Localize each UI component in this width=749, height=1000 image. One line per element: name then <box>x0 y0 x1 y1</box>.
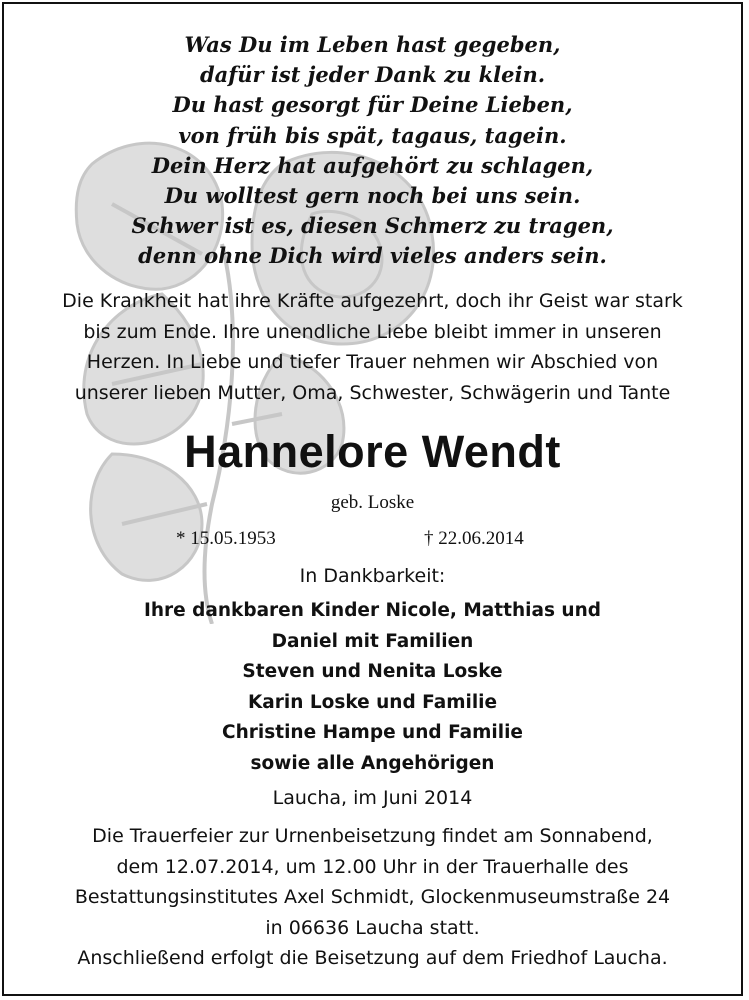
poem-line: Schwer ist es, diesen Schmerz zu tragen, <box>131 213 614 239</box>
mourners-list <box>4 596 741 779</box>
details-line: Die Trauerfeier zur Urnenbeisetzung findet am Sonnabend, <box>92 825 653 847</box>
mourner-line: Christine Hampe und Familie <box>222 722 523 743</box>
details-line: Anschließend erfolgt die Beisetzung auf dem Friedhof Laucha. <box>77 947 668 969</box>
place-date: Laucha, im Juni 2014 <box>272 787 473 809</box>
intro-line: Herzen. In Liebe und tiefer Trauer nehmen wir Abschied von <box>86 351 659 373</box>
poem-line: dafür ist jeder Dank zu klein. <box>199 62 546 88</box>
poem-line: Was Du im Leben hast gegeben, <box>184 32 561 57</box>
poem <box>4 30 741 272</box>
poem-line: von früh bis spät, tagaus, tagein. <box>178 122 567 148</box>
poem-line: denn ohne Dich wird vieles anders sein. <box>138 243 607 269</box>
obituary-card <box>2 2 743 996</box>
details-line: Bestattungsinstitutes Axel Schmidt, Glockenmuseumstraße 24 <box>74 886 671 908</box>
poem-line: Du hast gesorgt für Deine Lieben, <box>172 92 573 118</box>
poem-line: Du wolltest gern noch bei uns sein. <box>164 183 581 209</box>
funeral-details <box>4 821 741 974</box>
mourner-line: Karin Loske und Familie <box>247 691 498 713</box>
intro-line: unserer lieben Mutter, Oma, Schwester, Schwägerin und Tante <box>74 381 671 404</box>
mourner-line: Steven und Nenita Loske <box>242 661 503 682</box>
thanks-heading: In Dankbarkeit: <box>299 565 446 587</box>
maiden-name: geb. Loske <box>330 492 415 513</box>
details-line: in 06636 Laucha statt. <box>265 916 480 939</box>
deceased-name: Hannelore Wendt <box>184 426 561 477</box>
intro-line: bis zum Ende. Ihre unendliche Liebe bleibt immer in unseren <box>83 320 662 343</box>
mourner-line: Daniel mit Familien <box>271 630 474 652</box>
intro-line: Die Krankheit hat ihre Kräfte aufgezehrt, doch ihr Geist war stark <box>62 290 683 312</box>
birth-date: * 15.05.1953 <box>176 528 276 549</box>
mourner-line: sowie alle Angehörigen <box>250 752 495 774</box>
intro-paragraph <box>4 286 741 408</box>
mourner-line: Ihre dankbaren Kinder Nicole, Matthias und <box>143 600 602 621</box>
death-date: † 22.06.2014 <box>424 528 524 549</box>
poem-line: Dein Herz hat aufgehört zu schlagen, <box>151 152 594 178</box>
details-line: dem 12.07.2014, um 12.00 Uhr in der Trauerhalle des <box>116 855 629 878</box>
